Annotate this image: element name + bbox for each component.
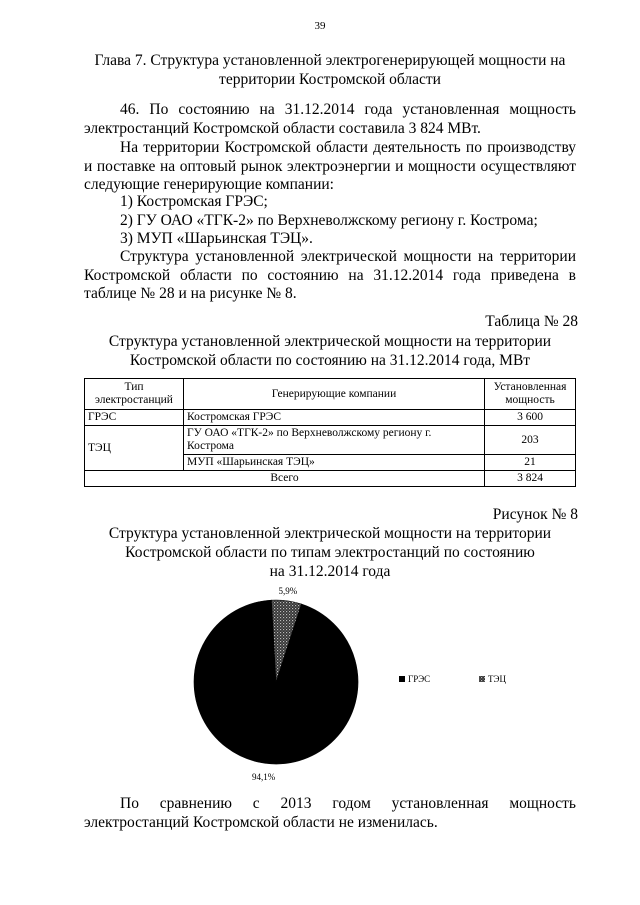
- legend-swatch: [399, 676, 405, 682]
- chapter-title: Глава 7. Структура установленной электрогенерирующей мощности на территории Костромской области: [94, 52, 566, 88]
- legend-label: ГРЭС: [408, 674, 431, 684]
- figure-label: Рисунок № 8: [492, 506, 578, 523]
- cell-type: ГРЭС: [85, 410, 184, 426]
- total-value: 3 824: [485, 471, 576, 487]
- figure-title-line: Костромской области по типам электростанций по состоянию: [125, 544, 535, 561]
- table-row: [85, 410, 576, 426]
- legend-label: ТЭЦ: [488, 674, 506, 684]
- list-item: 2) ГУ ОАО «ТГК-2» по Верхневолжскому региону г. Кострома;: [120, 211, 538, 229]
- legend-swatch: [479, 676, 485, 682]
- cell-capacity: 21: [485, 455, 576, 471]
- cell-capacity: 3 600: [485, 410, 576, 426]
- total-label: Всего: [85, 471, 485, 487]
- cell-type: ТЭЦ: [85, 426, 184, 471]
- header-company: Генерирующие компании: [184, 379, 485, 410]
- page-number: 39: [314, 20, 326, 32]
- table-row: [85, 426, 576, 455]
- pie-data-label: 5,9%: [278, 585, 298, 596]
- figure-title: [60, 524, 600, 581]
- list-item: 1) Костромская ГРЭС;: [120, 193, 268, 210]
- figure-title-line: на 31.12.2014 года: [269, 563, 391, 580]
- table-total-row: [85, 471, 576, 487]
- table-label: Таблица № 28: [485, 313, 578, 330]
- table-header-row: [85, 379, 576, 410]
- paragraph-companies: На территории Костромской области деятельность по производству и поставке на оптовый рынок электроэнергии и мощности осуществляют следующие генерирующие компании:: [84, 139, 576, 193]
- cell-company: Костромская ГРЭС: [184, 410, 485, 426]
- figure-title-line: Структура установленной электрической мощности на территории: [108, 525, 552, 542]
- pie-chart: [184, 584, 544, 784]
- paragraph-closing: По сравнению с 2013 годом установленная мощность электростанций Костромской области не изменилась.: [84, 795, 576, 831]
- capacity-table: [84, 378, 576, 487]
- table-title-line: Структура установленной электрической мощности на территории: [108, 333, 552, 350]
- pie-data-label: 94,1%: [251, 772, 276, 783]
- paragraph-capacity: 46. По состоянию на 31.12.2014 года установленная мощность электростанций Костромской области составила 3 824 МВт.: [84, 101, 576, 137]
- cell-company: МУП «Шарьинская ТЭЦ»: [184, 455, 485, 471]
- table-title-line: Костромской области по состоянию на 31.12.2014 года, МВт: [129, 352, 531, 369]
- cell-company: ГУ ОАО «ТГК-2» по Верхневолжскому региону г. Кострома: [184, 426, 485, 455]
- header-type: Тип электростанций: [85, 379, 184, 410]
- cell-capacity: 203: [485, 426, 576, 455]
- paragraph-structure: Структура установленной электрической мощности на территории Костромской области по состоянию на 31.12.2014 года приведена в таблице № 28 и на рисунке № 8.: [84, 248, 576, 302]
- table-title: [60, 332, 600, 370]
- pie-chart-svg: [184, 584, 544, 784]
- company-list: [120, 193, 538, 249]
- list-item: 3) МУП «Шарьинская ТЭЦ».: [120, 230, 313, 247]
- header-capacity: Установленная мощность: [485, 379, 576, 410]
